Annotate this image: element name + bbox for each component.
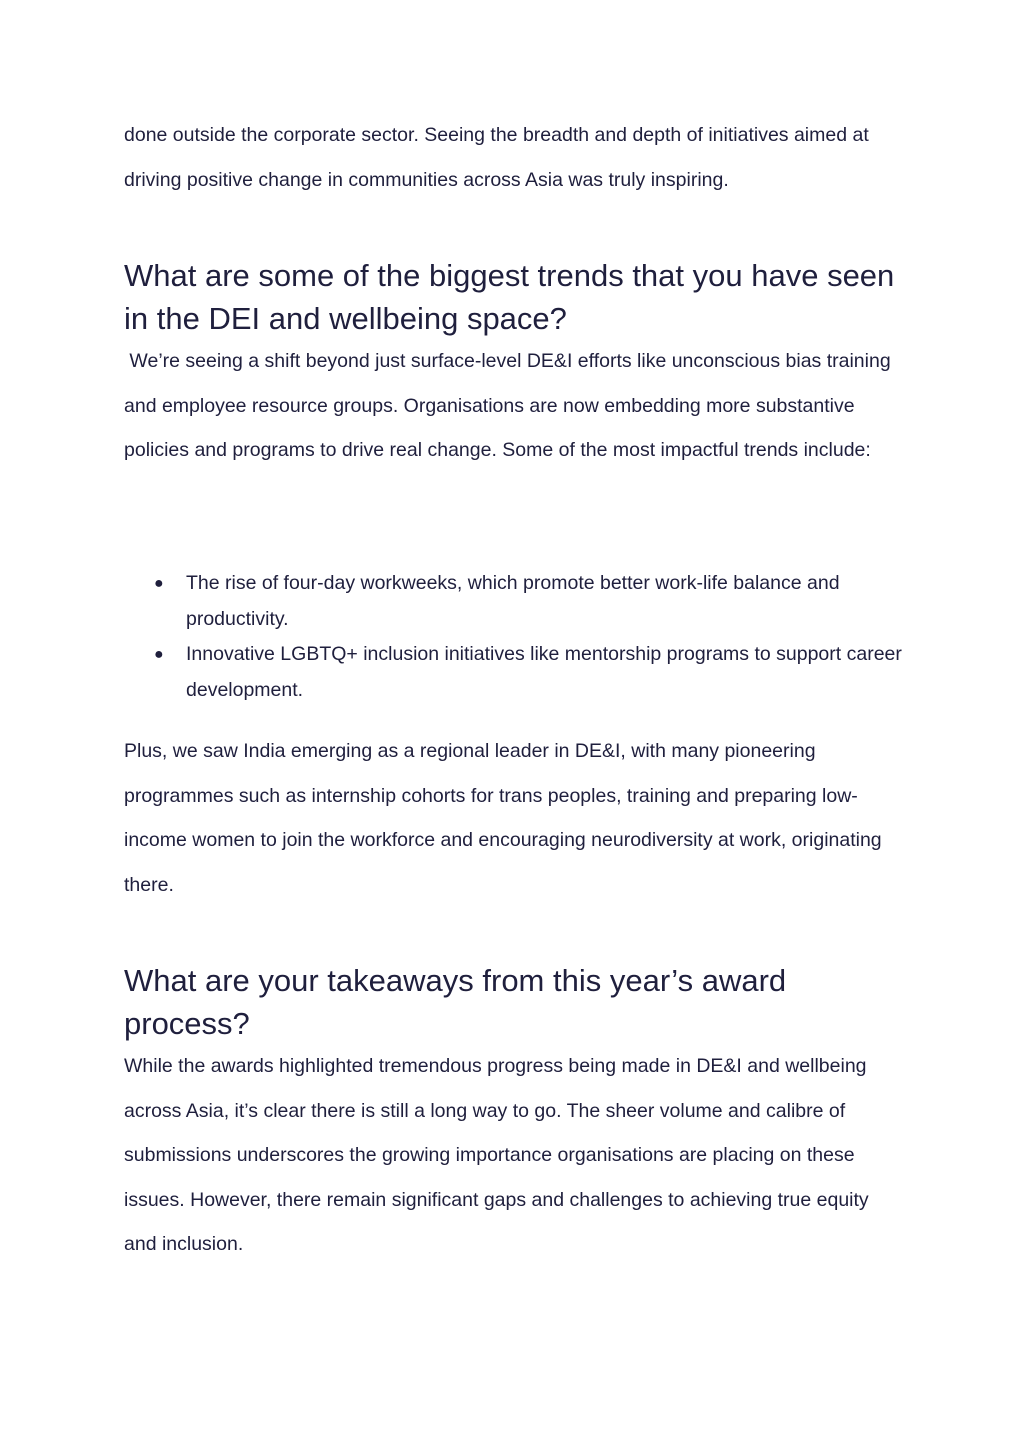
section2-heading: What are your takeaways from this year’s award process? (124, 963, 787, 1041)
section2-paragraph: While the awards highlighted tremendous progress being made in DE&I and wellbeing across Asia, it’s clear there is still a long way to go. The sheer volume and calibre of submissions underscores the growing importance organisations are placing on these issues. However, there remain significant gaps and challenges to achieving true equity and inclusion. (124, 1055, 869, 1255)
section1-closing-paragraph: Plus, we saw India emerging as a regional leader in DE&I, with many pioneering programmes such as internship cohorts for trans peoples, training and preparing low-income women to join the workforce and encouraging neurodiversity at work, originating there. (124, 740, 882, 896)
section1-heading: What are some of the biggest trends that you have seen in the DEI and wellbeing space? (124, 258, 895, 336)
list-item-text: Innovative LGBTQ+ inclusion initiatives like mentorship programs to support career development. (186, 643, 902, 701)
list-item (124, 637, 904, 708)
bullet-icon: ● (154, 646, 164, 663)
list-item-text: The rise of four-day workweeks, which promote better work-life balance and productivity. (186, 572, 840, 630)
intro-paragraph: done outside the corporate sector. Seeing the breadth and depth of initiatives aimed at driving positive change in communities across Asia was truly inspiring. (124, 124, 869, 191)
section1-paragraph: We’re seeing a shift beyond just surface-level DE&I efforts like unconscious bias training and employee resource groups. Organisations are now embedding more substantive policies and programs to drive real change. Some of the most impactful trends include: (124, 350, 897, 461)
list-item (124, 566, 904, 637)
bullet-icon: ● (154, 575, 164, 592)
trends-list (124, 566, 904, 708)
